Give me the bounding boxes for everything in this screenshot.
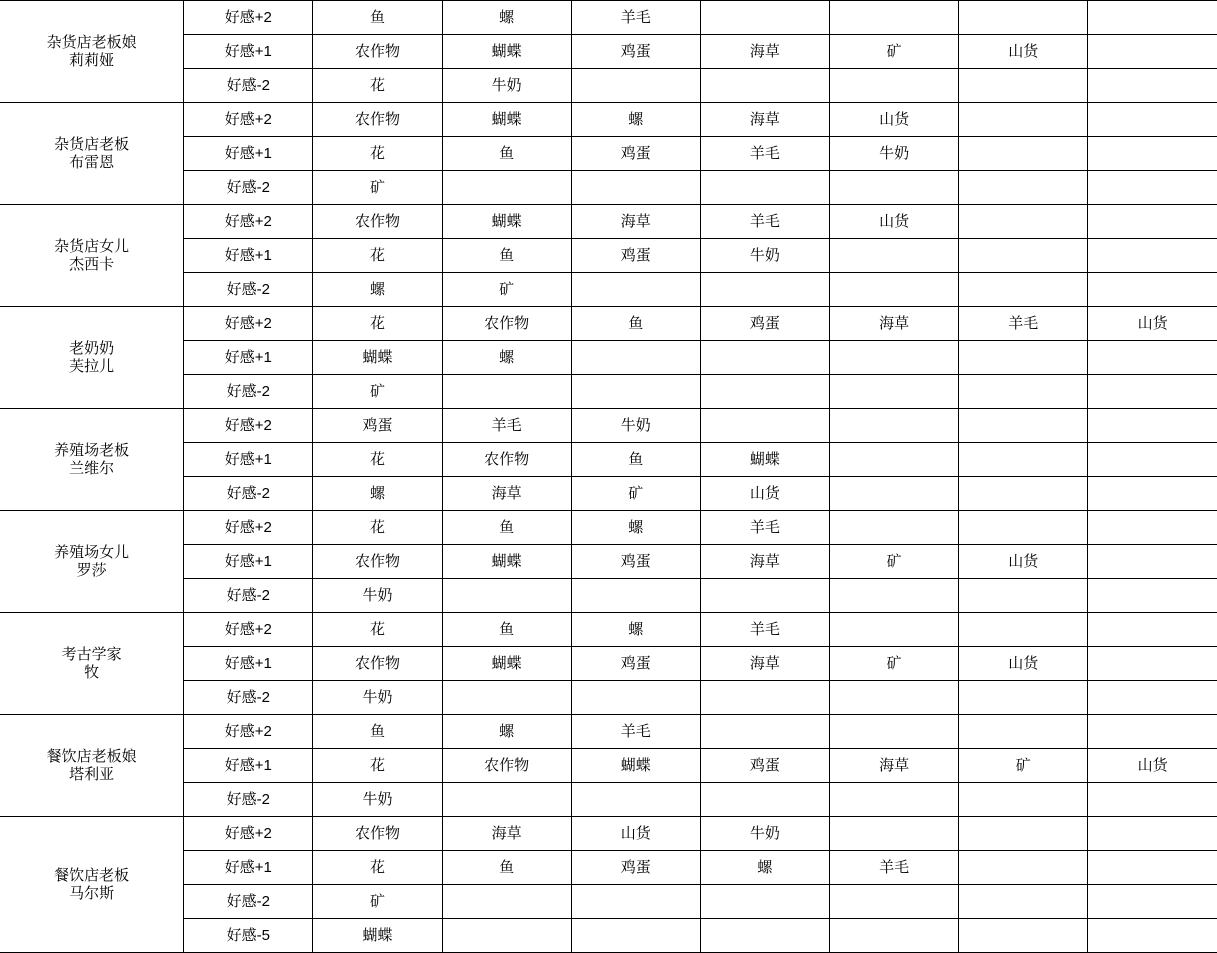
character-name-cell [0,511,184,613]
gift-item-cell [959,409,1088,443]
gift-item-cell: 牛奶 [700,817,829,851]
character-name-cell [0,817,184,953]
gift-item-cell [1088,171,1217,205]
gift-item-cell: 鱼 [442,137,571,171]
gift-item-cell: 蝴蝶 [442,545,571,579]
character-name-line: 杂货店老板 [54,135,130,153]
gift-item-cell [830,239,959,273]
gift-item-cell [959,239,1088,273]
gift-item-cell [571,375,700,409]
gift-item-cell [830,69,959,103]
gift-item-cell: 农作物 [442,307,571,341]
gift-item-cell [700,579,829,613]
gift-item-cell [1088,205,1217,239]
gift-item-cell [830,885,959,919]
gift-item-cell: 矿 [830,545,959,579]
table-row [0,715,1217,749]
gift-item-cell [830,1,959,35]
affection-level-cell: 好感-2 [184,783,313,817]
affection-level-cell: 好感+1 [184,443,313,477]
affection-level-cell: 好感+1 [184,647,313,681]
gift-item-cell [1088,511,1217,545]
gift-item-cell: 农作物 [313,647,442,681]
affection-level-cell: 好感+2 [184,307,313,341]
affection-level-cell: 好感+2 [184,817,313,851]
gift-item-cell: 农作物 [313,545,442,579]
gift-item-cell [1088,681,1217,715]
character-name-cell [0,715,184,817]
character-name-cell [0,1,184,103]
gift-item-cell [1088,783,1217,817]
gift-item-cell: 海草 [830,307,959,341]
gift-item-cell: 螺 [571,613,700,647]
gift-item-cell: 山货 [959,35,1088,69]
affection-level-cell: 好感+2 [184,511,313,545]
gift-item-cell: 蝴蝶 [313,341,442,375]
gift-item-cell [1088,103,1217,137]
affection-level-cell: 好感-2 [184,69,313,103]
gift-item-cell: 鸡蛋 [571,851,700,885]
gift-item-cell [700,341,829,375]
gift-item-cell [959,205,1088,239]
affection-level-cell: 好感+2 [184,103,313,137]
gift-item-cell [1088,375,1217,409]
gift-item-cell [830,375,959,409]
gift-item-cell [442,783,571,817]
gift-item-cell [959,1,1088,35]
affection-level-cell: 好感-2 [184,579,313,613]
gift-item-cell: 蝴蝶 [700,443,829,477]
gift-item-cell [959,715,1088,749]
gift-item-cell: 螺 [571,103,700,137]
gift-item-cell [959,273,1088,307]
gift-item-cell: 羊毛 [700,137,829,171]
table-row [0,1,1217,35]
gift-item-cell: 蝴蝶 [313,919,442,953]
character-name-line: 杰西卡 [69,255,115,273]
affection-level-cell: 好感+1 [184,341,313,375]
gift-item-cell: 螺 [442,715,571,749]
gift-item-cell [1088,919,1217,953]
gift-item-cell [571,681,700,715]
table-row [0,103,1217,137]
gift-item-cell [700,409,829,443]
affection-level-cell: 好感+1 [184,545,313,579]
gift-item-cell [442,171,571,205]
gift-item-cell: 鱼 [442,239,571,273]
gift-item-cell [442,681,571,715]
gift-item-cell: 农作物 [313,817,442,851]
gift-item-cell: 鱼 [571,443,700,477]
affection-level-cell: 好感-2 [184,375,313,409]
gift-item-cell: 花 [313,307,442,341]
gift-item-cell [1088,69,1217,103]
gift-item-cell: 山货 [700,477,829,511]
gift-item-cell [830,477,959,511]
affection-level-cell: 好感+2 [184,715,313,749]
gift-item-cell: 牛奶 [313,783,442,817]
gift-item-cell [830,817,959,851]
character-name-line: 塔利亚 [69,765,115,783]
gift-item-cell: 矿 [571,477,700,511]
gift-item-cell: 鸡蛋 [313,409,442,443]
gift-item-cell [959,885,1088,919]
character-name-line: 餐饮店老板 [54,866,130,884]
gift-item-cell [959,137,1088,171]
gift-item-cell [700,783,829,817]
gift-item-cell [959,919,1088,953]
gift-item-cell [571,341,700,375]
gift-item-cell [1088,851,1217,885]
gift-item-cell: 花 [313,443,442,477]
gift-item-cell: 海草 [700,647,829,681]
gift-item-cell [830,783,959,817]
gift-item-cell: 鱼 [571,307,700,341]
character-name-cell [0,409,184,511]
character-name-cell [0,307,184,409]
gift-item-cell: 鱼 [313,1,442,35]
gift-item-cell: 花 [313,851,442,885]
gift-item-cell: 花 [313,511,442,545]
gift-item-cell: 农作物 [313,205,442,239]
gift-item-cell: 海草 [700,103,829,137]
table-row [0,205,1217,239]
gift-item-cell: 海草 [442,817,571,851]
gift-item-cell: 鱼 [442,851,571,885]
gift-item-cell [830,511,959,545]
gift-item-cell: 矿 [313,885,442,919]
gift-item-cell [1088,273,1217,307]
character-name-line: 杂货店老板娘 [46,33,137,51]
gift-table-body [0,1,1217,953]
gift-item-cell [1088,579,1217,613]
gift-item-cell [1088,443,1217,477]
gift-item-cell: 鸡蛋 [571,239,700,273]
gift-item-cell: 鸡蛋 [571,545,700,579]
gift-item-cell: 蝴蝶 [442,35,571,69]
gift-item-cell [830,613,959,647]
gift-item-cell [571,171,700,205]
gift-item-cell [1088,341,1217,375]
affection-level-cell: 好感-5 [184,919,313,953]
gift-item-cell [959,511,1088,545]
character-name-line: 老奶奶 [69,339,115,357]
gift-item-cell: 海草 [571,205,700,239]
gift-item-cell [700,681,829,715]
gift-item-cell [959,613,1088,647]
character-name-line: 布雷恩 [69,153,115,171]
character-name-cell [0,103,184,205]
character-name-line: 餐饮店老板娘 [46,747,137,765]
gift-item-cell: 羊毛 [700,511,829,545]
character-name-line: 养殖场女儿 [54,543,130,561]
affection-level-cell: 好感+1 [184,851,313,885]
gift-item-cell [571,273,700,307]
gift-item-cell: 山货 [959,647,1088,681]
gift-item-cell: 羊毛 [959,307,1088,341]
gift-item-cell: 鸡蛋 [700,749,829,783]
gift-item-cell [1088,137,1217,171]
gift-item-cell [1088,239,1217,273]
gift-item-cell: 花 [313,749,442,783]
gift-item-cell: 农作物 [442,749,571,783]
character-name-line: 莉莉娅 [69,51,115,69]
gift-item-cell [959,579,1088,613]
character-name-line: 考古学家 [61,645,122,663]
gift-item-cell: 牛奶 [313,681,442,715]
gift-item-cell: 山货 [1088,307,1217,341]
gift-item-cell: 鸡蛋 [571,35,700,69]
table-row [0,817,1217,851]
affection-level-cell: 好感-2 [184,681,313,715]
gift-item-cell [830,443,959,477]
gift-item-cell [700,885,829,919]
gift-item-cell [442,885,571,919]
gift-item-cell [700,69,829,103]
gift-item-cell: 蝴蝶 [442,647,571,681]
affection-level-cell: 好感+1 [184,239,313,273]
gift-item-cell: 矿 [313,171,442,205]
gift-item-cell: 螺 [313,273,442,307]
gift-item-cell: 牛奶 [571,409,700,443]
gift-item-cell: 海草 [830,749,959,783]
affection-level-cell: 好感+1 [184,749,313,783]
gift-item-cell [959,477,1088,511]
gift-item-cell [1088,409,1217,443]
character-name-line: 兰维尔 [69,459,115,477]
affection-level-cell: 好感+1 [184,35,313,69]
gift-item-cell [571,783,700,817]
gift-item-cell [571,885,700,919]
gift-item-cell [959,341,1088,375]
gift-item-cell: 羊毛 [571,715,700,749]
gift-item-cell: 矿 [442,273,571,307]
gift-item-cell [1088,885,1217,919]
gift-item-cell: 矿 [830,35,959,69]
gift-item-cell: 鸡蛋 [571,647,700,681]
gift-item-cell [959,681,1088,715]
table-row [0,511,1217,545]
character-name-line: 养殖场老板 [54,441,130,459]
gift-item-cell: 羊毛 [700,205,829,239]
gift-item-cell [959,103,1088,137]
gift-item-cell: 农作物 [313,35,442,69]
gift-item-cell [1088,647,1217,681]
gift-item-cell [571,919,700,953]
affection-level-cell: 好感+2 [184,613,313,647]
gift-item-cell: 农作物 [313,103,442,137]
character-name-line: 杂货店女儿 [54,237,130,255]
gift-item-cell: 蝴蝶 [442,205,571,239]
affection-level-cell: 好感-2 [184,477,313,511]
gift-item-cell: 海草 [700,545,829,579]
gift-item-cell [442,375,571,409]
gift-item-cell: 鸡蛋 [700,307,829,341]
gift-item-cell [442,919,571,953]
character-name-line: 牧 [84,663,100,681]
affection-level-cell: 好感+2 [184,205,313,239]
gift-item-cell [1088,545,1217,579]
gift-item-cell [1088,613,1217,647]
table-row [0,307,1217,341]
character-name-line: 芙拉儿 [69,357,115,375]
gift-item-cell: 羊毛 [700,613,829,647]
gift-item-cell [959,851,1088,885]
affection-level-cell: 好感-2 [184,171,313,205]
gift-item-cell: 羊毛 [442,409,571,443]
gift-item-cell: 山货 [571,817,700,851]
gift-item-cell: 牛奶 [442,69,571,103]
gift-item-cell: 鱼 [442,511,571,545]
gift-item-cell [700,273,829,307]
gift-item-cell: 花 [313,137,442,171]
gift-item-cell [959,69,1088,103]
table-row [0,409,1217,443]
gift-item-cell [830,681,959,715]
gift-item-cell: 鱼 [313,715,442,749]
affection-level-cell: 好感-2 [184,273,313,307]
gift-item-cell [830,715,959,749]
gift-item-cell [1088,715,1217,749]
affection-level-cell: 好感+1 [184,137,313,171]
gift-item-cell [830,273,959,307]
gift-item-cell [1088,817,1217,851]
gift-item-cell: 螺 [571,511,700,545]
gift-item-cell: 海草 [700,35,829,69]
gift-item-cell [1088,1,1217,35]
gift-item-cell [959,443,1088,477]
gift-item-cell [700,919,829,953]
table-row [0,613,1217,647]
gift-item-cell: 山货 [1088,749,1217,783]
gift-item-cell [959,817,1088,851]
gift-item-cell [700,375,829,409]
gift-item-cell: 蝴蝶 [442,103,571,137]
gift-item-cell: 牛奶 [700,239,829,273]
gift-item-cell: 花 [313,613,442,647]
character-name-cell [0,613,184,715]
affection-level-cell: 好感+2 [184,1,313,35]
gift-item-cell [830,409,959,443]
gift-item-cell [830,341,959,375]
gift-item-cell [1088,477,1217,511]
affection-level-cell: 好感+2 [184,409,313,443]
gift-item-cell [959,783,1088,817]
gift-item-cell [571,579,700,613]
gift-item-cell: 花 [313,239,442,273]
gift-item-cell: 花 [313,69,442,103]
character-name-line: 马尔斯 [69,884,115,902]
gift-item-cell: 山货 [830,205,959,239]
gift-item-cell [959,375,1088,409]
gift-item-cell [1088,35,1217,69]
gift-item-cell: 牛奶 [830,137,959,171]
gift-item-cell: 羊毛 [830,851,959,885]
gift-item-cell [830,171,959,205]
gift-item-cell: 牛奶 [313,579,442,613]
gift-item-cell [571,69,700,103]
gift-item-cell: 羊毛 [571,1,700,35]
gift-item-cell: 农作物 [442,443,571,477]
gift-item-cell [700,171,829,205]
gift-item-cell: 螺 [313,477,442,511]
gift-item-cell: 鱼 [442,613,571,647]
gift-item-cell: 矿 [313,375,442,409]
gift-item-cell [442,579,571,613]
gift-item-cell: 螺 [442,341,571,375]
gift-item-cell [830,579,959,613]
gift-item-cell: 矿 [959,749,1088,783]
gift-item-cell: 矿 [830,647,959,681]
gift-item-cell: 蝴蝶 [571,749,700,783]
gift-item-cell [830,919,959,953]
gift-item-cell: 海草 [442,477,571,511]
gift-item-cell: 山货 [830,103,959,137]
gift-item-cell [959,171,1088,205]
gift-item-cell [700,1,829,35]
affection-level-cell: 好感-2 [184,885,313,919]
gift-item-cell: 鸡蛋 [571,137,700,171]
gift-item-cell [700,715,829,749]
gift-item-cell: 山货 [959,545,1088,579]
gift-item-cell: 螺 [442,1,571,35]
gift-item-cell: 螺 [700,851,829,885]
character-name-cell [0,205,184,307]
character-name-line: 罗莎 [76,561,107,579]
